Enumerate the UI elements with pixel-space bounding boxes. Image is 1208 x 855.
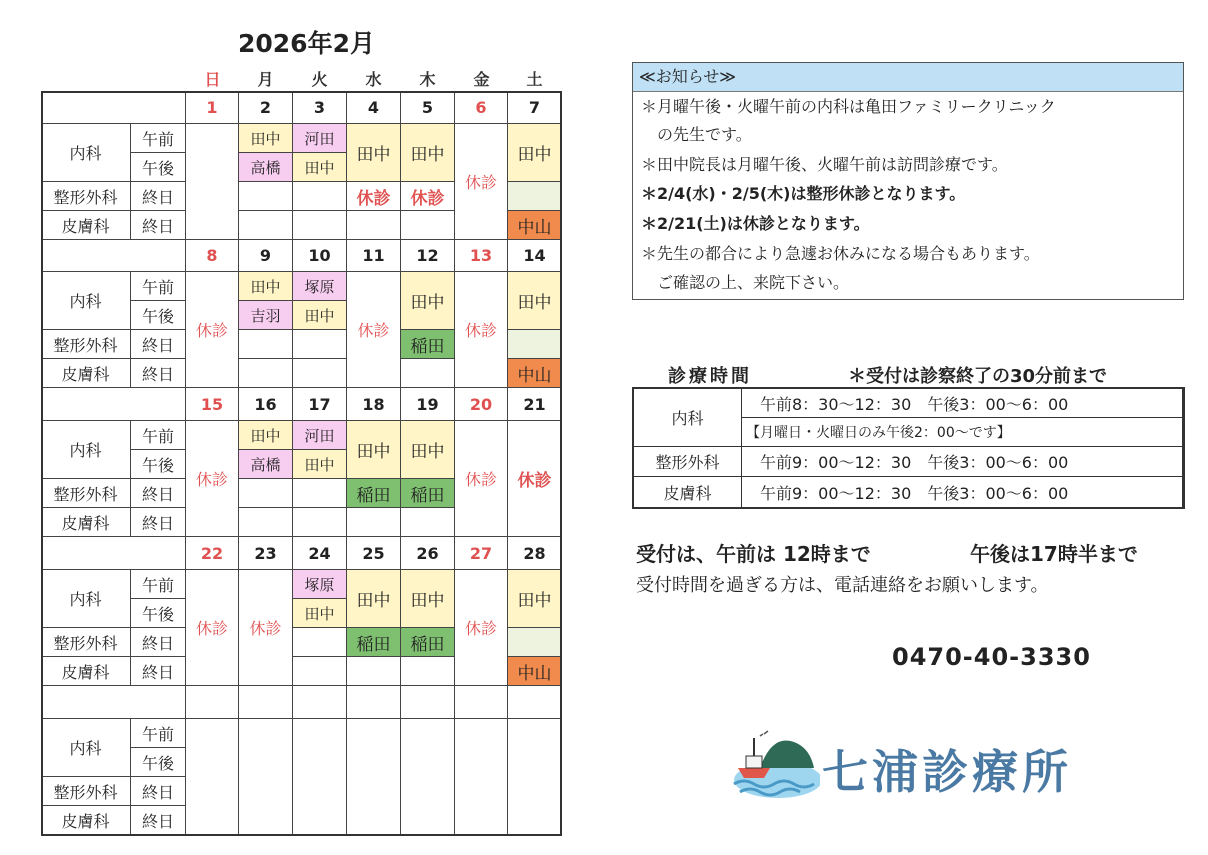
day-number: 9 xyxy=(239,239,293,272)
boat-island-icon xyxy=(730,728,820,800)
dept-naika: 内科 xyxy=(41,570,131,628)
notice-line: ＊田中院長は月曜午後、火曜午前は訪問診療です。 xyxy=(641,155,1008,174)
naika-doctor: 田中 xyxy=(508,124,562,182)
seikei-closed: 休診 xyxy=(347,182,401,211)
day-number: 17 xyxy=(293,388,347,421)
day-body xyxy=(293,719,347,835)
naika-pm-doctor: 吉羽 xyxy=(239,301,293,330)
naika-pm-doctor: 田中 xyxy=(293,450,347,479)
hours-text: 午前9：00〜12：30 午後3：00〜6：00 xyxy=(742,447,1183,477)
clinic-logo xyxy=(730,728,1090,800)
week-header-blank xyxy=(41,91,186,124)
closed-cell: 休診 xyxy=(186,570,239,686)
weekday-sun: 日 xyxy=(204,70,221,89)
day-number: 15 xyxy=(186,388,239,421)
hours-text: 午前8：30〜12：30 午後3：00〜6：00 xyxy=(742,389,1183,418)
closed-cell: 休診 xyxy=(239,570,293,686)
reception-morning: 受付は、午前は 12時まで xyxy=(636,542,871,566)
reception-afternoon: 午後は17時半まで xyxy=(970,542,1138,566)
dept-naika: 内科 xyxy=(41,272,131,330)
empty-cell xyxy=(401,657,455,686)
empty-cell xyxy=(293,657,347,686)
closed-cell: 休診 xyxy=(186,272,239,388)
hifu-doctor: 中山 xyxy=(508,211,562,240)
dept-hifu: 皮膚科 xyxy=(41,359,131,388)
hours-title: 診療時間 xyxy=(668,366,752,387)
hours-dept: 皮膚科 xyxy=(634,477,742,507)
closed-cell: 休診 xyxy=(455,421,508,537)
day-number: 14 xyxy=(508,239,562,272)
dept-naika: 内科 xyxy=(41,421,131,479)
reception-note: 受付時間を過ぎる方は、電話連絡をお願いします。 xyxy=(636,575,1049,596)
slot-pm: 午後 xyxy=(131,599,186,628)
day-number: 22 xyxy=(186,537,239,570)
slot-am: 午前 xyxy=(131,719,186,748)
notice-line: の先生です。 xyxy=(641,125,752,144)
week-header-blank xyxy=(41,686,186,719)
phone-number: 0470-40-3330 xyxy=(892,643,1091,671)
day-number xyxy=(239,686,293,719)
notice-line: ＊先生の都合により急遽お休みになる場合もあります。 xyxy=(641,244,1040,263)
naika-doctor: 田中 xyxy=(401,421,455,479)
day-number: 10 xyxy=(293,239,347,272)
day-number xyxy=(186,686,239,719)
day-number: 16 xyxy=(239,388,293,421)
day-number: 13 xyxy=(455,239,508,272)
day-number: 19 xyxy=(401,388,455,421)
naika-am-doctor: 河田 xyxy=(293,124,347,153)
empty-cell xyxy=(401,508,455,537)
empty-cell xyxy=(347,508,401,537)
naika-pm-doctor: 高橋 xyxy=(239,153,293,182)
weekday-mon: 月 xyxy=(257,70,274,89)
empty-cell xyxy=(508,628,562,657)
weekday-thu: 木 xyxy=(419,70,436,89)
slot-all: 終日 xyxy=(131,359,186,388)
slot-all: 終日 xyxy=(131,182,186,211)
dept-naika: 内科 xyxy=(41,719,131,777)
dept-hifu: 皮膚科 xyxy=(41,211,131,240)
dept-seikei: 整形外科 xyxy=(41,479,131,508)
empty-cell xyxy=(293,211,347,240)
day-number: 26 xyxy=(401,537,455,570)
day-number xyxy=(293,686,347,719)
naika-am-doctor: 田中 xyxy=(239,421,293,450)
day-number: 6 xyxy=(455,91,508,124)
empty-cell xyxy=(293,628,347,657)
slot-all: 終日 xyxy=(131,508,186,537)
notice-line: ＊月曜午後・火曜午前の内科は亀田ファミリークリニック xyxy=(641,97,1056,116)
week-header-blank xyxy=(41,537,186,570)
dept-naika: 内科 xyxy=(41,124,131,182)
slot-pm: 午後 xyxy=(131,748,186,777)
naika-doctor: 田中 xyxy=(508,570,562,628)
slot-am: 午前 xyxy=(131,272,186,301)
day-number: 8 xyxy=(186,239,239,272)
dept-seikei: 整形外科 xyxy=(41,628,131,657)
day-number: 23 xyxy=(239,537,293,570)
day-number: 20 xyxy=(455,388,508,421)
day-number: 24 xyxy=(293,537,347,570)
empty-cell xyxy=(401,359,455,388)
dept-seikei: 整形外科 xyxy=(41,777,131,806)
hours-table xyxy=(632,387,1185,509)
empty-cell xyxy=(508,330,562,359)
naika-am-doctor: 塚原 xyxy=(293,272,347,301)
slot-pm: 午後 xyxy=(131,153,186,182)
slot-all: 終日 xyxy=(131,777,186,806)
hours-dept: 整形外科 xyxy=(634,447,742,477)
closed-cell: 休診 xyxy=(455,124,508,240)
naika-doctor: 田中 xyxy=(508,272,562,330)
slot-all: 終日 xyxy=(131,211,186,240)
empty-cell xyxy=(239,182,293,211)
day-body xyxy=(239,719,293,835)
dept-seikei: 整形外科 xyxy=(41,182,131,211)
notice-line: ＊2/4(水)・2/5(木)は整形休診となります。 xyxy=(641,184,966,203)
slot-pm: 午後 xyxy=(131,450,186,479)
weekday-tue: 火 xyxy=(311,70,328,89)
closed-cell: 休診 xyxy=(347,272,401,388)
slot-am: 午前 xyxy=(131,570,186,599)
weekday-wed: 水 xyxy=(365,70,382,89)
empty-cell xyxy=(239,330,293,359)
slot-all: 終日 xyxy=(131,657,186,686)
empty-cell xyxy=(239,211,293,240)
day-number: 4 xyxy=(347,91,401,124)
day-number: 5 xyxy=(401,91,455,124)
dept-hifu: 皮膚科 xyxy=(41,508,131,537)
hours-dept: 内科 xyxy=(634,389,742,447)
dept-hifu: 皮膚科 xyxy=(41,806,131,835)
day-body xyxy=(401,719,455,835)
empty-cell xyxy=(239,359,293,388)
slot-all: 終日 xyxy=(131,806,186,835)
day-number: 11 xyxy=(347,239,401,272)
week-header-blank xyxy=(41,239,186,272)
naika-am-doctor: 塚原 xyxy=(293,570,347,599)
slot-all: 終日 xyxy=(131,479,186,508)
closed-cell: 休診 xyxy=(186,421,239,537)
empty-cell xyxy=(401,211,455,240)
naika-doctor: 田中 xyxy=(401,570,455,628)
empty-cell xyxy=(293,330,347,359)
day-number: 21 xyxy=(508,388,562,421)
hifu-doctor: 中山 xyxy=(508,359,562,388)
naika-pm-doctor: 田中 xyxy=(293,599,347,628)
day-body xyxy=(455,719,508,835)
slot-pm: 午後 xyxy=(131,301,186,330)
notice-heading: ≪お知らせ≫ xyxy=(633,63,1183,92)
day-number: 18 xyxy=(347,388,401,421)
slot-all: 終日 xyxy=(131,330,186,359)
naika-doctor: 田中 xyxy=(347,124,401,182)
naika-am-doctor: 河田 xyxy=(293,421,347,450)
calendar-title: 2026年2月 xyxy=(238,29,375,58)
hours-text: 午前9：00〜12：30 午後3：00〜6：00 xyxy=(742,477,1183,507)
naika-am-doctor: 田中 xyxy=(239,272,293,301)
empty-cell xyxy=(293,359,347,388)
closed-cell xyxy=(186,124,239,240)
naika-pm-doctor: 田中 xyxy=(293,301,347,330)
day-body xyxy=(347,719,401,835)
empty-cell xyxy=(508,182,562,211)
seikei-closed: 休診 xyxy=(401,182,455,211)
naika-pm-doctor: 田中 xyxy=(293,153,347,182)
day-number: 1 xyxy=(186,91,239,124)
naika-doctor: 田中 xyxy=(347,421,401,479)
seikei-doctor: 稲田 xyxy=(401,479,455,508)
empty-cell xyxy=(347,211,401,240)
day-body xyxy=(186,719,239,835)
week-header-blank xyxy=(41,388,186,421)
notice-line: ＊2/21(土)は休診となります。 xyxy=(641,214,870,233)
closed-cell: 休診 xyxy=(508,421,562,537)
naika-doctor: 田中 xyxy=(401,272,455,330)
day-body xyxy=(508,719,562,835)
day-number xyxy=(455,686,508,719)
seikei-doctor: 稲田 xyxy=(401,330,455,359)
naika-am-doctor: 田中 xyxy=(239,124,293,153)
empty-cell xyxy=(347,657,401,686)
empty-cell xyxy=(293,182,347,211)
day-number: 25 xyxy=(347,537,401,570)
naika-doctor: 田中 xyxy=(401,124,455,182)
notice-box xyxy=(632,62,1184,300)
empty-cell xyxy=(293,508,347,537)
clinic-name: 七浦診療所 xyxy=(822,745,1072,799)
day-number: 12 xyxy=(401,239,455,272)
day-number xyxy=(508,686,562,719)
seikei-doctor: 稲田 xyxy=(347,628,401,657)
empty-cell xyxy=(239,479,293,508)
closed-cell: 休診 xyxy=(455,570,508,686)
naika-doctor: 田中 xyxy=(347,570,401,628)
day-number: 28 xyxy=(508,537,562,570)
slot-am: 午前 xyxy=(131,124,186,153)
day-number: 2 xyxy=(239,91,293,124)
slot-all: 終日 xyxy=(131,628,186,657)
day-number: 7 xyxy=(508,91,562,124)
closed-cell: 休診 xyxy=(455,272,508,388)
hours-note: ＊受付は診察終了の30分前まで xyxy=(848,366,1108,387)
empty-cell xyxy=(293,479,347,508)
empty-cell xyxy=(239,508,293,537)
notice-line: ご確認の上、来院下さい。 xyxy=(641,273,850,292)
weekday-sat: 土 xyxy=(526,70,543,89)
day-number xyxy=(401,686,455,719)
seikei-doctor: 稲田 xyxy=(401,628,455,657)
day-number: 3 xyxy=(293,91,347,124)
dept-hifu: 皮膚科 xyxy=(41,657,131,686)
day-number xyxy=(347,686,401,719)
hours-subnote: 【月曜日・火曜日のみ午後2：00〜です】 xyxy=(742,418,1183,447)
weekday-fri: 金 xyxy=(473,70,490,89)
dept-seikei: 整形外科 xyxy=(41,330,131,359)
seikei-doctor: 稲田 xyxy=(347,479,401,508)
hifu-doctor: 中山 xyxy=(508,657,562,686)
slot-am: 午前 xyxy=(131,421,186,450)
day-number: 27 xyxy=(455,537,508,570)
naika-pm-doctor: 高橋 xyxy=(239,450,293,479)
